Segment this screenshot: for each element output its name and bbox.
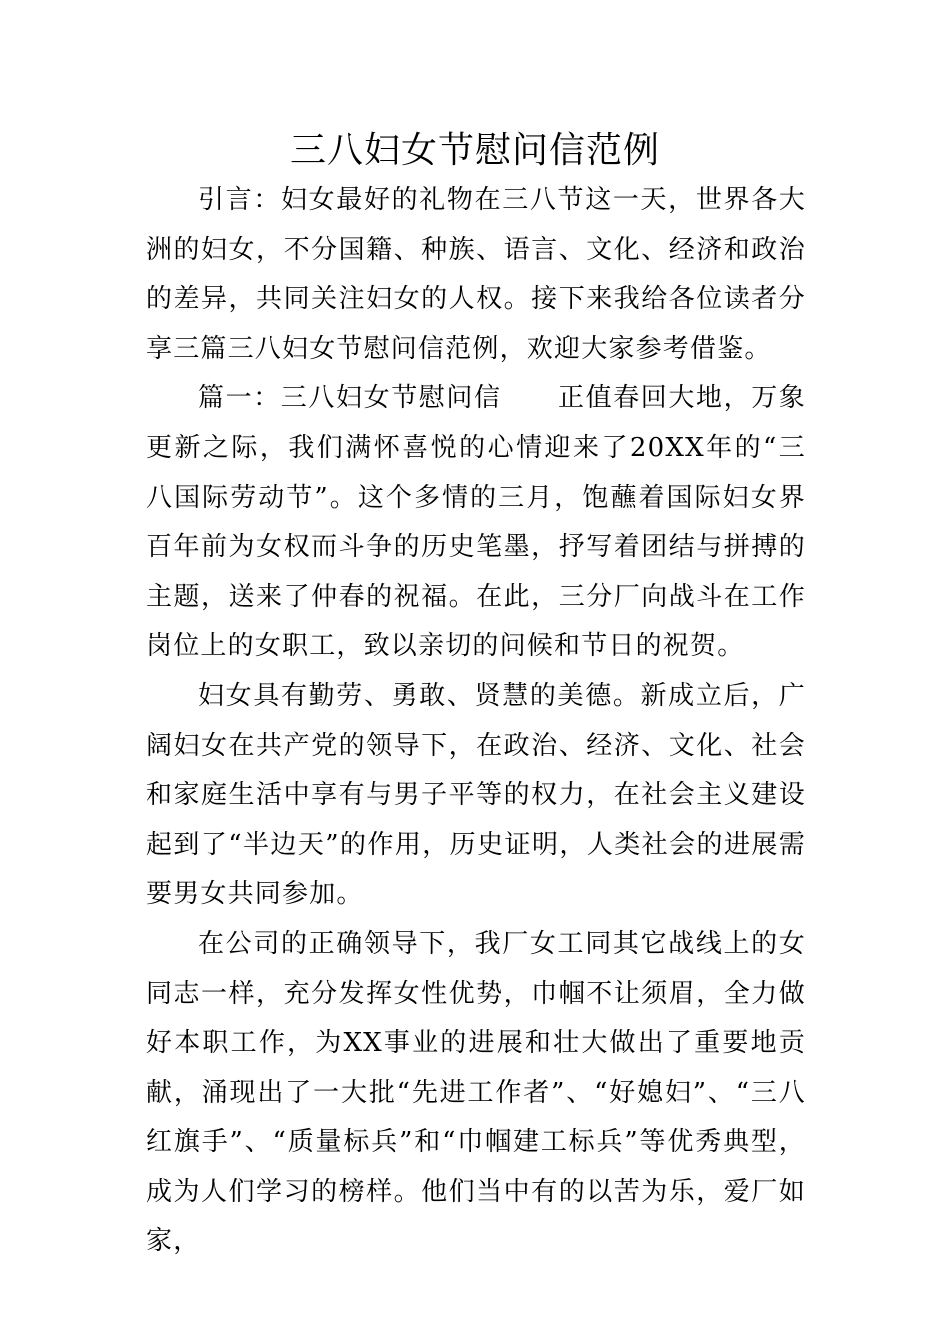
paragraph-text: 引言：妇女最好的礼物在三八节这一天，世界各大洲的妇女，不分国籍、种族、语言、文化、经济和政治的差异，共同关注妇女的人权。接下来我给各位读者分享三篇三八妇女节慰问信范例，欢迎大家参考借鉴。 [146,185,806,364]
paragraph-section-one [146,374,806,672]
paragraph-text: 在公司的正确领导下，我厂女工同其它战线上的女同志一样，充分发挥女性优势，巾帼不让须眉，全力做好本职工作，为XX事业的进展和壮大做出了重要地贡献，涌现出了一大批“先进工作者”、“好媳妇”、“三八红旗手”、“质量标兵”和“巾帼建工标兵”等优秀典型，成为人们学习的榜样。他们当中有的以苦为乐，爱厂如家， [146,928,806,1257]
paragraph-text: 妇女具有勤劳、勇敢、贤慧的美德。新成立后，广阔妇女在共产党的领导下，在政治、经济、文化、社会和家庭生活中享有与男子平等的权力，在社会主义建设起到了“半边天”的作用，历史证明，人类社会的进展需要男女共同参加。 [146,680,806,910]
paragraph-contributions [146,920,806,1267]
document-title: 三八妇女节慰问信范例 [289,130,660,171]
section-heading: 篇一：三八妇女节慰问信 [198,383,502,414]
document-body [146,176,806,1267]
paragraph-intro [146,176,806,374]
paragraph-virtues [146,672,806,920]
paragraph-text: 正值春回大地，万象更新之际，我们满怀喜悦的心情迎来了20XX年的“三八国际劳动节”。这个多情的三月，饱蘸着国际妇女界百年前为女权而斗争的历史笔墨，抒写着团结与拼搏的主题，送来了仲春的祝福。在此，三分厂向战斗在工作岗位上的女职工，致以亲切的问候和节日的祝贺。 [146,383,806,662]
